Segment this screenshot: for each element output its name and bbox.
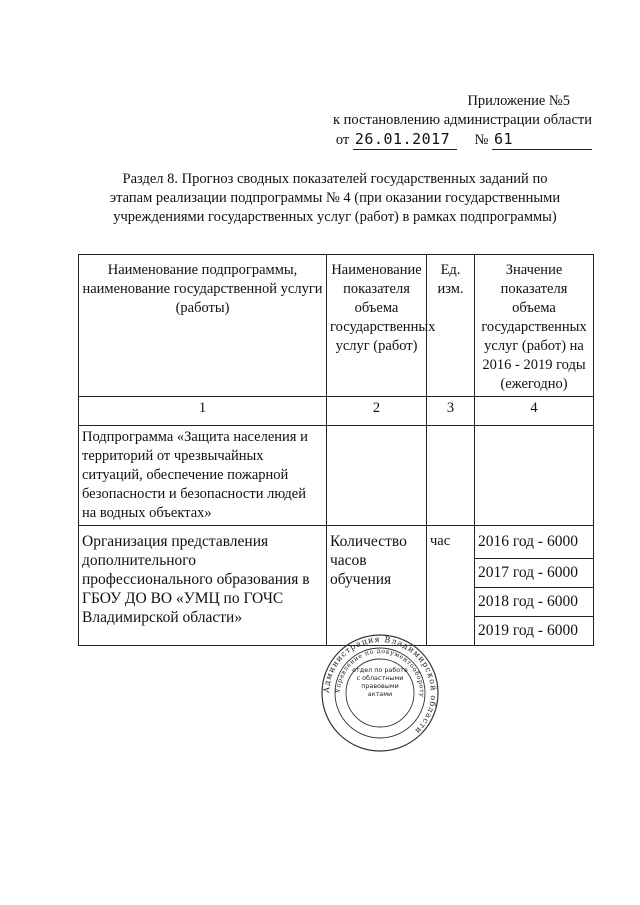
- column-number: 1: [79, 397, 327, 426]
- table-header-cell: Наименование подпрограммы, наименование государственной услуги (работы): [79, 255, 327, 397]
- table-cell-empty: [475, 426, 594, 526]
- column-number: 3: [427, 397, 475, 426]
- unit-cell: час: [427, 526, 475, 646]
- table-header-cell: Ед. изм.: [427, 255, 475, 397]
- column-number: 2: [327, 397, 427, 426]
- table-cell-empty: [327, 426, 427, 526]
- table-header-row: [79, 255, 594, 397]
- appendix-date-line: [328, 130, 592, 150]
- value-cell: 2019 год - 6000: [475, 617, 594, 646]
- indicator-name: Количество часов обучения: [327, 526, 427, 646]
- subprogram-name: Подпрограмма «Защита населения и территорий от чрезвычайных ситуаций, обеспечение пожарной безопасности и безопасности людей на водных объектах»: [79, 426, 327, 526]
- stamp-center-text: отдел по работе с областными правовыми актами: [352, 666, 408, 698]
- table-row: [79, 526, 594, 559]
- date-prefix: от: [335, 132, 350, 148]
- document-date: 26.01.2017: [353, 130, 457, 150]
- document-number: 61: [492, 130, 592, 150]
- stamp-inner-text: Управление по документообороту: [334, 647, 426, 698]
- section-title: Раздел 8. Прогноз сводных показателей государственных заданий по этапам реализации подпрограммы № 4 (при оказании государственными учреждениями государственных услуг (работ) в рамках подпрограммы): [109, 171, 561, 225]
- number-prefix: №: [474, 132, 489, 148]
- value-cell: 2016 год - 6000: [475, 526, 594, 559]
- forecast-table: [78, 254, 594, 646]
- appendix-title: Приложение №5: [467, 93, 570, 109]
- column-number-row: [79, 397, 594, 426]
- value-cell: 2018 год - 6000: [475, 588, 594, 617]
- stamp-outer-text: Администрация Владимирской области: [321, 634, 439, 737]
- appendix-block: [328, 92, 592, 150]
- official-stamp: [320, 633, 440, 753]
- value-cell: 2017 год - 6000: [475, 559, 594, 588]
- appendix-subtitle: к постановлению администрации области: [332, 112, 592, 128]
- table-cell-empty: [427, 426, 475, 526]
- service-name: Организация представления дополнительного профессионального образования в ГБОУ ДО ВО «УМЦ по ГОЧС Владимирской области»: [79, 526, 327, 646]
- table-header-cell: Наименование показателя объема государственных услуг (работ): [327, 255, 427, 397]
- table-row: [79, 426, 594, 526]
- column-number: 4: [475, 397, 594, 426]
- table-header-cell: Значение показателя объема государственных услуг (работ) на 2016 - 2019 годы (ежегодно): [475, 255, 594, 397]
